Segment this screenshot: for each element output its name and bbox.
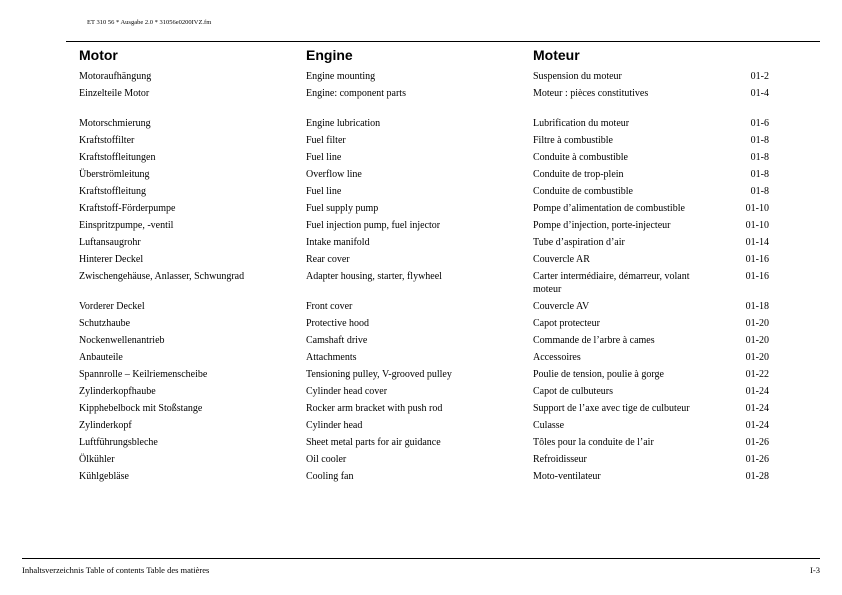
english-entry: Fuel line <box>306 152 342 163</box>
english-entry: Protective hood <box>306 318 370 329</box>
column-heading-german: Motor <box>79 47 118 63</box>
page-ref: 01-24 <box>745 386 769 397</box>
file-header: ET 310 56 * Ausgabe 2.0 * 31056e0200IVZ.fm <box>87 19 212 26</box>
english-entry: Cylinder head <box>306 420 363 431</box>
table-row <box>79 166 769 183</box>
french-entry: Capot protecteur <box>533 318 600 329</box>
french-entry: Pompe d’injection, porte-injecteur <box>533 220 671 231</box>
french-entry: Carter intermédiaire, démarreur, volant moteur <box>533 271 690 295</box>
page-ref: 01-24 <box>745 403 769 414</box>
table-row <box>79 251 769 268</box>
german-entry: Vorderer Deckel <box>79 301 145 312</box>
french-entry: Moto-ventilateur <box>533 471 601 482</box>
column-heading-french: Moteur <box>533 47 580 63</box>
german-entry: Anbauteile <box>79 352 123 363</box>
german-entry: Luftführungsbleche <box>79 437 158 448</box>
english-entry: Fuel supply pump <box>306 203 379 214</box>
english-entry: Engine mounting <box>306 71 376 82</box>
french-entry: Conduite à combustible <box>533 152 628 163</box>
page-ref: 01-26 <box>745 454 769 465</box>
table-row <box>79 400 769 417</box>
french-entry: Conduite de combustible <box>533 186 633 197</box>
english-entry: Camshaft drive <box>306 335 368 346</box>
contents-table <box>79 68 769 485</box>
german-entry: Ölkühler <box>79 454 115 465</box>
german-entry: Nockenwellenantrieb <box>79 335 165 346</box>
header-rule <box>66 41 820 42</box>
german-entry: Zylinderkopf <box>79 420 132 431</box>
english-entry: Tensioning pulley, V-grooved pulley <box>306 369 452 380</box>
german-entry: Hinterer Deckel <box>79 254 144 265</box>
french-entry: Couvercle AR <box>533 254 590 265</box>
table-row <box>79 315 769 332</box>
french-entry: Suspension du moteur <box>533 71 622 82</box>
page-ref: 01-8 <box>750 152 769 163</box>
english-entry: Engine lubrication <box>306 118 381 129</box>
german-entry: Kraftstoffleitungen <box>79 152 156 163</box>
table-row <box>79 200 769 217</box>
table-row <box>79 298 769 315</box>
english-entry: Cooling fan <box>306 471 354 482</box>
french-entry: Culasse <box>533 420 565 431</box>
table-row <box>79 383 769 400</box>
spacer <box>79 102 769 115</box>
english-entry: Fuel filter <box>306 135 346 146</box>
english-entry: Oil cooler <box>306 454 347 465</box>
english-entry: Adapter housing, starter, flywheel <box>306 271 442 282</box>
table-row <box>79 268 769 298</box>
german-entry: Überströmleitung <box>79 169 150 180</box>
german-entry: Zylinderkopfhaube <box>79 386 156 397</box>
table-row <box>79 332 769 349</box>
german-entry: Zwischengehäuse, Anlasser, Schwungrad <box>79 271 245 282</box>
table-row <box>79 434 769 451</box>
english-entry: Attachments <box>306 352 357 363</box>
english-entry: Fuel line <box>306 186 342 197</box>
table-row <box>79 217 769 234</box>
page-ref: 01-28 <box>745 471 769 482</box>
table-row <box>79 417 769 434</box>
page-ref: 01-16 <box>745 254 769 265</box>
english-entry: Rocker arm bracket with push rod <box>306 403 443 414</box>
page-ref: 01-14 <box>745 237 769 248</box>
english-entry: Intake manifold <box>306 237 370 248</box>
german-entry: Kipphebelbock mit Stoßstange <box>79 403 203 414</box>
page-ref: 01-20 <box>745 352 769 363</box>
page-ref: 01-2 <box>750 71 769 82</box>
table-row <box>79 149 769 166</box>
column-heading-english: Engine <box>306 47 353 63</box>
table-row <box>79 349 769 366</box>
english-entry: Fuel injection pump, fuel injector <box>306 220 441 231</box>
page-ref: 01-10 <box>745 203 769 214</box>
table-row <box>79 115 769 132</box>
french-entry: Accessoires <box>533 352 581 363</box>
page-ref: 01-18 <box>745 301 769 312</box>
german-entry: Motorschmierung <box>79 118 151 129</box>
german-entry: Kraftstoffilter <box>79 135 135 146</box>
english-entry: Overflow line <box>306 169 362 180</box>
page-ref: 01-4 <box>750 88 769 99</box>
english-entry: Engine: component parts <box>306 88 406 99</box>
french-entry: Tube d’aspiration d’air <box>533 237 625 248</box>
french-entry: Poulie de tension, poulie à gorge <box>533 369 664 380</box>
page-ref: 01-16 <box>745 271 769 282</box>
page-ref: 01-20 <box>745 335 769 346</box>
footer-rule <box>22 558 820 559</box>
table-row <box>79 68 769 85</box>
english-entry: Rear cover <box>306 254 350 265</box>
french-entry: Pompe d’alimentation de combustible <box>533 203 685 214</box>
german-entry: Einzelteile Motor <box>79 88 150 99</box>
french-entry: Moteur : pièces constitutives <box>533 88 649 99</box>
french-entry: Support de l’axe avec tige de culbuteur <box>533 403 690 414</box>
french-entry: Refroidisseur <box>533 454 587 465</box>
german-entry: Kraftstoffleitung <box>79 186 147 197</box>
page-ref: 01-24 <box>745 420 769 431</box>
german-entry: Kühlgebläse <box>79 471 129 482</box>
french-entry: Filtre à combustible <box>533 135 613 146</box>
french-entry: Commande de l’arbre à cames <box>533 335 655 346</box>
french-entry: Couvercle AV <box>533 301 590 312</box>
english-entry: Front cover <box>306 301 353 312</box>
page-ref: 01-8 <box>750 186 769 197</box>
page-ref: 01-26 <box>745 437 769 448</box>
page-ref: 01-8 <box>750 135 769 146</box>
page-ref: 01-20 <box>745 318 769 329</box>
french-entry: Conduite de trop-plein <box>533 169 624 180</box>
french-entry: Lubrification du moteur <box>533 118 630 129</box>
english-entry: Cylinder head cover <box>306 386 388 397</box>
german-entry: Luftansaugrohr <box>79 237 141 248</box>
german-entry: Einspritzpumpe, -ventil <box>79 220 174 231</box>
table-row <box>79 468 769 485</box>
table-row <box>79 132 769 149</box>
table-row <box>79 85 769 102</box>
table-row <box>79 366 769 383</box>
footer-page-number: I-3 <box>810 565 820 575</box>
page-ref: 01-22 <box>745 369 769 380</box>
page-ref: 01-10 <box>745 220 769 231</box>
page-ref: 01-8 <box>750 169 769 180</box>
page-ref: 01-6 <box>750 118 769 129</box>
french-entry: Tôles pour la conduite de l’air <box>533 437 654 448</box>
french-entry: Capot de culbuteurs <box>533 386 613 397</box>
table-row <box>79 451 769 468</box>
footer-title: Inhaltsverzeichnis Table of contents Table des matières <box>22 565 210 575</box>
german-entry: Schutzhaube <box>79 318 131 329</box>
table-row <box>79 234 769 251</box>
german-entry: Motoraufhängung <box>79 71 152 82</box>
english-entry: Sheet metal parts for air guidance <box>306 437 441 448</box>
german-entry: Kraftstoff-Förderpumpe <box>79 203 176 214</box>
german-entry: Spannrolle – Keilriemenscheibe <box>79 369 208 380</box>
table-row <box>79 183 769 200</box>
